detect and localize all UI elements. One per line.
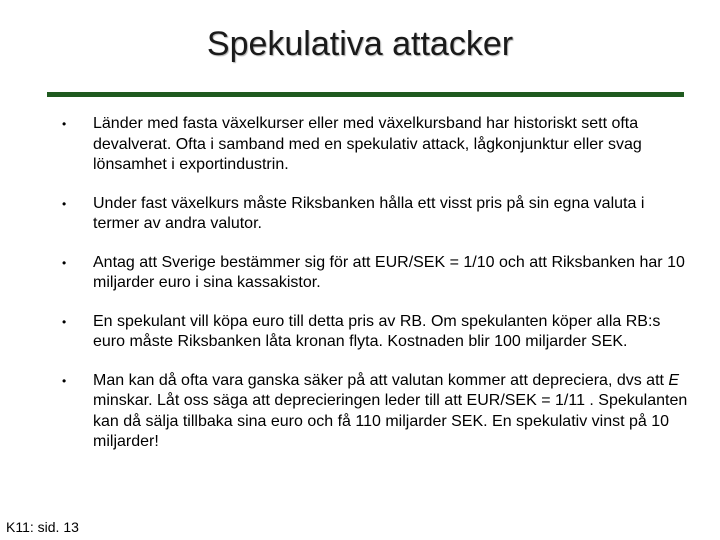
slide-footer: K11: sid. 13 (6, 519, 79, 535)
bullet-text: Under fast växelkurs måste Riksbanken hålla ett visst pris på sin egna valuta i termer av andra valutor. (93, 194, 645, 232)
bullet-item (0, 312, 720, 353)
bullet-icon: • (62, 373, 67, 388)
bullet-icon: • (62, 255, 67, 270)
title-divider (47, 92, 684, 97)
bullet-item (0, 371, 720, 453)
bullet-text: En spekulant vill köpa euro till detta pris av RB. Om spekulanten köper alla RB:s euro måste Riksbanken låta kronan flyta. Kostnaden blir 100 miljarder SEK. (93, 312, 661, 350)
bullet-list (0, 114, 720, 471)
bullet-icon: • (62, 314, 67, 329)
bullet-icon: • (62, 196, 67, 211)
bullet-text: Antag att Sverige bestämmer sig för att EUR/SEK = 1/10 och att Riksbanken har 10 miljarder euro i sina kassakistor. (93, 253, 685, 291)
bullet-text: Man kan då ofta vara ganska säker på att valutan kommer att depreciera, dvs att E minskar. Låt oss säga att deprecieringen leder till att EUR/SEK = 1/11 . Spekulanten kan då sälja tillbaka sina euro och få 110 miljarder SEK. En spekulativ vinst på 10 miljarder! (93, 371, 688, 450)
bullet-item (0, 114, 720, 176)
bullet-icon: • (62, 117, 67, 131)
bullet-item (0, 194, 720, 235)
bullet-text: Länder med fasta växelkurser eller med växelkursband har historiskt sett ofta devalverat. Ofta i samband med en spekulativ attack, lågkonjunktur eller svag lönsamhet i exportindustrin. (93, 115, 642, 173)
slide-title: Spekulativa attacker (206, 25, 514, 63)
bullet-item (0, 253, 720, 294)
